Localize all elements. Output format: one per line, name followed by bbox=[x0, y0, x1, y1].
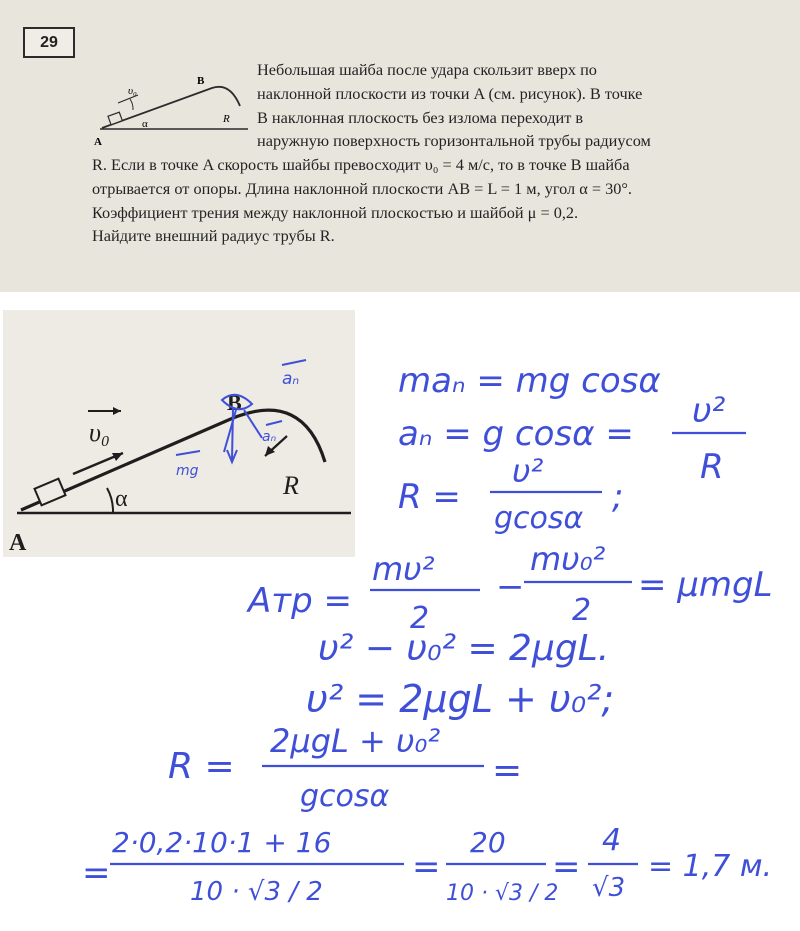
problem-line: наклонной плоскости из точки A (см. рисунок). В точке bbox=[257, 83, 643, 103]
eq-line-8-f2-num: 20 bbox=[470, 826, 506, 859]
photo-r-label: R bbox=[283, 471, 299, 500]
eq-line-2-den: R bbox=[700, 447, 724, 487]
problem-line: наружную поверхность горизонтальной трубы радиусом bbox=[257, 131, 651, 151]
problem-section bbox=[0, 0, 800, 292]
eq-line-8-f2-den: 10 · √3 / 2 bbox=[446, 881, 559, 906]
problem-text-first bbox=[257, 58, 772, 153]
eq-line-6: υ² = 2μgL + υ₀²; bbox=[306, 677, 615, 721]
eq-line-7-tail: = bbox=[492, 750, 523, 791]
eq-line-2-num: υ² bbox=[692, 391, 726, 431]
eq-line-3-num: υ² bbox=[512, 452, 544, 490]
eq-line-8-f1-num: 2·0,2·10·1 + 16 bbox=[112, 826, 332, 859]
problem-line: Найдите внешний радиус трубы R. bbox=[92, 226, 335, 246]
eq-line-7-den: gcosα bbox=[300, 779, 390, 814]
eq-line-4-tail: = μmgL bbox=[638, 565, 773, 605]
eq-line-8-f3-num: 4 bbox=[602, 823, 622, 858]
eq-line-8-eq2: = bbox=[412, 847, 441, 887]
eq-line-8-f1-den: 10 · √3 / 2 bbox=[190, 877, 323, 907]
problem-line: B наклонная плоскость без излома переходит в bbox=[257, 107, 584, 127]
problem-line: Коэффициент трения между наклонной плоскостью и шайбой μ = 0,2. bbox=[92, 202, 579, 222]
eq-line-7: R = bbox=[168, 746, 235, 787]
problem-text-rest bbox=[92, 153, 772, 248]
small-fig-v0: υ₀ bbox=[128, 85, 137, 97]
small-fig-r: R bbox=[223, 113, 230, 125]
problem-line: R. Если в точке A скорость шайбы превосходит υ₀ = 4 м/с, то в точке B шайба bbox=[92, 155, 630, 174]
small-fig-alpha: α bbox=[142, 118, 148, 130]
photo-b-label: B bbox=[227, 390, 242, 415]
eq-line-1: maₙ = mg cosα bbox=[398, 361, 661, 401]
eq-line-7-num: 2μgL + υ₀² bbox=[270, 722, 441, 760]
eq-line-4-f1-num: mυ² bbox=[372, 550, 435, 588]
annot-mg: mg bbox=[176, 463, 199, 479]
incline-diagram bbox=[3, 310, 355, 557]
problem-line: отрывается от опоры. Длина наклонной плоскости AB = L = 1 м, угол α = 30°. bbox=[92, 178, 632, 198]
annot-an-top: aₙ bbox=[282, 369, 300, 389]
photo-v0-label: υ₀ bbox=[89, 418, 110, 447]
eq-line-3-den: gcosα bbox=[494, 501, 584, 536]
eq-line-4: Aтр = bbox=[248, 581, 352, 621]
problem-line: Небольшая шайба после удара скользит вверх по bbox=[257, 60, 597, 79]
eq-line-8-tail: = 1,7 м. bbox=[648, 849, 773, 884]
eq-line-4-f1-den: 2 bbox=[410, 601, 430, 636]
eq-line-8-f3-den: √3 bbox=[592, 873, 626, 903]
eq-line-3: R = bbox=[398, 477, 461, 517]
eq-line-3-tail: ; bbox=[612, 477, 624, 517]
small-fig-b: B bbox=[197, 75, 205, 87]
annot-an-mid: aₙ bbox=[262, 429, 277, 445]
photo-a-label: A bbox=[9, 530, 27, 556]
eq-line-4-f2-den: 2 bbox=[572, 593, 592, 628]
eq-line-4-f2-num: mυ₀² bbox=[530, 540, 606, 578]
photo-alpha-label: α bbox=[115, 486, 128, 512]
eq-line-5: υ² − υ₀² = 2μgL. bbox=[318, 628, 610, 669]
problem-number: 29 bbox=[23, 27, 75, 58]
small-fig-a: A bbox=[94, 136, 102, 148]
eq-line-8-eq3: = bbox=[552, 847, 581, 887]
small-figure bbox=[90, 70, 250, 150]
eq-line-4-minus: − bbox=[496, 567, 525, 607]
figure-photo bbox=[3, 310, 355, 557]
eq-line-8-eq: = bbox=[82, 853, 111, 893]
eq-line-2: aₙ = g cosα = bbox=[398, 414, 634, 454]
